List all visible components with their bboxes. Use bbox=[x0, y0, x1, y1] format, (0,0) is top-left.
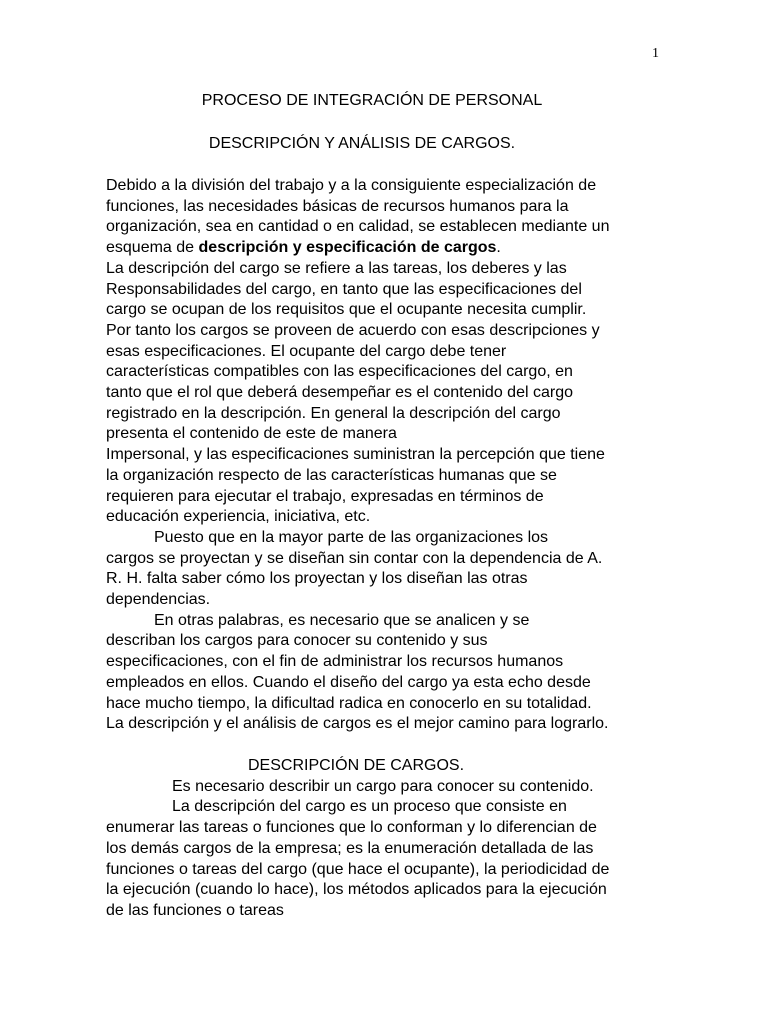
text-line: los demás cargos de la empresa; es la enumeración detallada de las bbox=[106, 839, 594, 857]
text-line: presenta el contenido de este de manera bbox=[106, 425, 397, 443]
text-line: la ejecución (cuando lo hace), los métodos aplicados para la ejecución bbox=[106, 881, 607, 899]
text-line: de las funciones o tareas bbox=[106, 901, 284, 919]
text-line: la organización respecto de las características humanas que se bbox=[106, 466, 557, 484]
text-line: Es necesario describir un cargo para conocer su contenido. bbox=[172, 777, 594, 795]
text-line: hace mucho tiempo, la dificultad radica en conocerlo en su totalidad. bbox=[106, 694, 592, 712]
text-line: Responsabilidades del cargo, en tanto que las especificaciones del bbox=[106, 280, 582, 298]
text-line: describan los cargos para conocer su contenido y sus bbox=[106, 632, 488, 650]
text-line: requieren para ejecutar el trabajo, expresadas en términos de bbox=[106, 487, 544, 505]
text-line: funciones, las necesidades básicas de recursos humanos para la bbox=[106, 197, 569, 215]
text-line: características compatibles con las especificaciones del cargo, en bbox=[106, 363, 573, 381]
text-line: cargos se proyectan y se diseñan sin contar con la dependencia de A. bbox=[106, 549, 603, 567]
text-span: . bbox=[496, 239, 501, 257]
text-line: dependencias. bbox=[106, 591, 211, 609]
page-number: 1 bbox=[652, 46, 659, 61]
text-line: R. H. falta saber cómo los proyectan y los diseñan las otras bbox=[106, 570, 528, 588]
text-line: funciones o tareas del cargo (que hace el ocupante), la periodicidad de bbox=[106, 860, 610, 878]
text-line bbox=[106, 238, 666, 259]
text-line: educación experiencia, iniciativa, etc. bbox=[106, 508, 371, 526]
text-line: Puesto que en la mayor parte de las organizaciones los bbox=[154, 528, 549, 546]
text-line: Debido a la división del trabajo y a la consiguiente especialización de bbox=[106, 177, 597, 194]
text-span: esquema de bbox=[106, 239, 199, 257]
bold-text-span: descripción y especificación de cargos bbox=[198, 239, 497, 257]
text-line: cargo se ocupan de los requisitos que el ocupante necesita cumplir. bbox=[106, 301, 587, 319]
text-line: registrado en la descripción. En general la descripción del cargo bbox=[106, 404, 561, 422]
text-line: La descripción y el análisis de cargos es el mejor camino para lograrlo. bbox=[106, 715, 609, 733]
text-line: Impersonal, y las especificaciones suministran la percepción que tiene bbox=[106, 446, 605, 464]
text-line: En otras palabras, es necesario que se analicen y se bbox=[154, 611, 530, 629]
section-heading: DESCRIPCIÓN DE CARGOS. bbox=[248, 756, 465, 774]
body-text bbox=[106, 176, 666, 922]
text-line: organización, sea en cantidad o en calidad, se establecen mediante un bbox=[106, 218, 610, 236]
document-subtitle: DESCRIPCIÓN Y ANÁLISIS DE CARGOS. bbox=[208, 135, 516, 152]
text-line: especificaciones, con el fin de administrar los recursos humanos bbox=[106, 653, 564, 671]
text-line: La descripción del cargo se refiere a las tareas, los deberes y las bbox=[106, 259, 567, 277]
text-line: La descripción del cargo es un proceso que consiste en bbox=[172, 798, 567, 816]
text-line: esas especificaciones. El ocupante del cargo debe tener bbox=[106, 342, 507, 360]
text-line: empleados en ellos. Cuando el diseño del cargo ya esta echo desde bbox=[106, 673, 591, 691]
text-line: enumerar las tareas o funciones que lo conforman y lo diferencian de bbox=[106, 819, 597, 837]
text-line: Por tanto los cargos se proveen de acuerdo con esas descripciones y bbox=[106, 321, 600, 339]
document-title: PROCESO DE INTEGRACIÓN DE PERSONAL bbox=[201, 92, 543, 109]
text-line: tanto que el rol que deberá desempeñar es el contenido del cargo bbox=[106, 384, 573, 402]
